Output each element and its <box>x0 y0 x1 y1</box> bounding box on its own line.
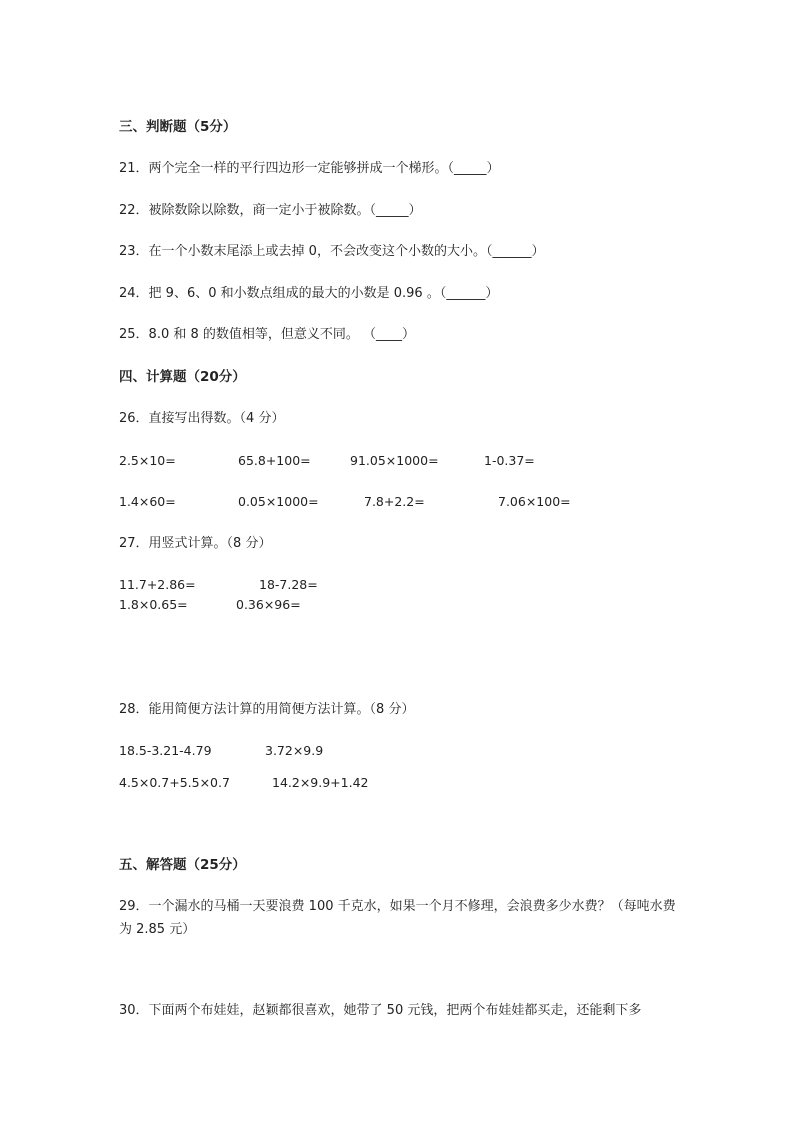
question-26: 26．直接写出得数。（4 分） <box>119 411 285 426</box>
q26-expression: 0.05×1000= <box>238 494 319 509</box>
q27-expression: 11.7+2.86= <box>119 577 196 592</box>
question-21: 21．两个完全一样的平行四边形一定能够拼成一个梯形。（_____） <box>119 161 500 176</box>
q28-expression: 3.72×9.9 <box>265 743 324 758</box>
section-3-heading: 三、判断题（5分） <box>119 119 237 135</box>
q26-expression: 2.5×10= <box>119 453 176 468</box>
question-29: 29．一个漏水的马桶一天要浪费 100 千克水，如果一个月不修理，会浪费多少水费？（每吨水费为 2.85 元） <box>119 899 676 937</box>
q26-expression: 7.8+2.2= <box>364 494 425 509</box>
section-4-heading: 四、计算题（20分） <box>119 369 246 385</box>
q26-expression: 91.05×1000= <box>350 453 439 468</box>
q26-expression: 1-0.37= <box>484 453 535 468</box>
question-23: 23．在一个小数末尾添上或去掉 0，不会改变这个小数的大小。（______） <box>119 244 545 259</box>
question-25: 25．8.0 和 8 的数值相等，但意义不同。 （____） <box>119 327 416 342</box>
q27-expression: 18-7.28= <box>259 577 318 592</box>
q26-expression: 1.4×60= <box>119 494 176 509</box>
question-24: 24．把 9、6、0 和小数点组成的最大的小数是 0.96 。（______） <box>119 286 499 301</box>
question-28: 28．能用简便方法计算的用简便方法计算。（8 分） <box>119 702 415 717</box>
q28-expression: 18.5-3.21-4.79 <box>119 743 212 758</box>
section-5-heading: 五、解答题（25分） <box>119 857 246 873</box>
question-22: 22．被除数除以除数，商一定小于被除数。（_____） <box>119 203 422 218</box>
question-30: 30．下面两个布娃娃，赵颖都很喜欢，她带了 50 元钱，把两个布娃娃都买走，还能剩下多 <box>119 1003 642 1018</box>
q27-expression: 0.36×96= <box>236 597 301 612</box>
question-27: 27．用竖式计算。（8 分） <box>119 536 272 551</box>
q26-expression: 7.06×100= <box>498 494 571 509</box>
q27-expression: 1.8×0.65= <box>119 597 188 612</box>
q28-expression: 4.5×0.7+5.5×0.7 <box>119 775 230 790</box>
q28-expression: 14.2×9.9+1.42 <box>272 775 369 790</box>
q26-expression: 65.8+100= <box>238 453 311 468</box>
